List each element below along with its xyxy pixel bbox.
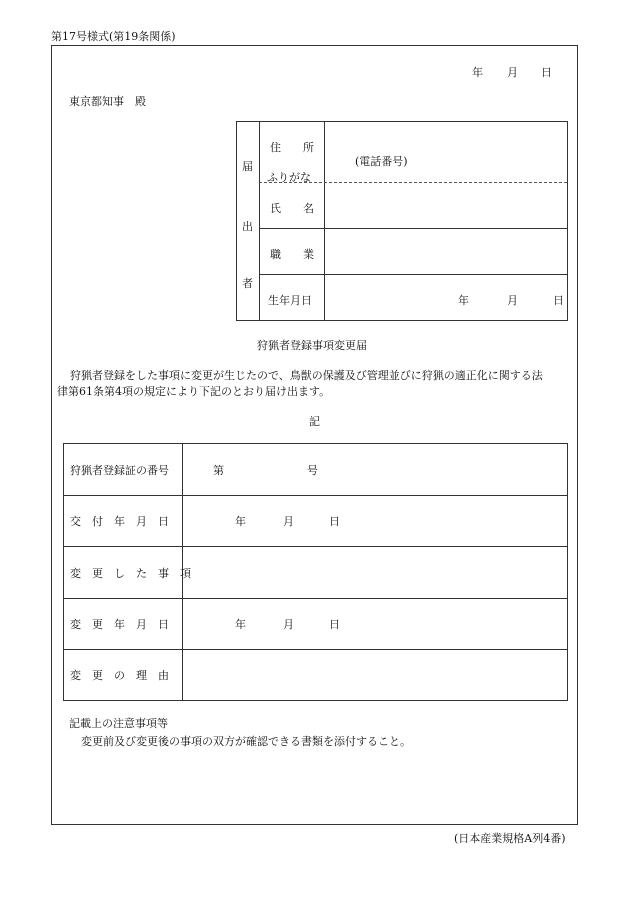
change-reason-label: 変 更 の 理 由 — [70, 669, 169, 682]
applicant-side-char-2: 出 — [242, 220, 253, 233]
form-title: 狩猟者登録事項変更届 — [257, 339, 367, 352]
registration-dai: 第 — [213, 464, 224, 477]
issue-date-label: 交 付 年 月 日 — [70, 515, 169, 528]
issue-month: 月 — [283, 515, 294, 528]
birth-year: 年 — [458, 294, 469, 307]
issue-day: 日 — [329, 515, 340, 528]
registration-number-label: 狩猟者登録証の番号 — [70, 464, 169, 477]
address-label: 住 所 — [270, 141, 314, 154]
date-year: 年 — [472, 66, 483, 79]
notes-heading: 記載上の注意事項等 — [69, 717, 168, 730]
birth-day: 日 — [553, 294, 564, 307]
registration-go: 号 — [307, 464, 318, 477]
date-day: 日 — [541, 66, 552, 79]
occupation-label: 職 業 — [270, 248, 314, 261]
paper-size-footer: (日本産業規格A列4番) — [454, 832, 566, 845]
date-month: 月 — [507, 66, 518, 79]
change-day: 日 — [329, 618, 340, 631]
change-date-label: 変 更 年 月 日 — [70, 618, 169, 631]
body-text-line-2: 律第61条第4項の規定により下記のとおり届け出ます。 — [57, 385, 331, 398]
change-year: 年 — [235, 618, 246, 631]
applicant-side-char-3: 者 — [242, 277, 253, 290]
birth-month: 月 — [507, 294, 518, 307]
ki-marker: 記 — [309, 415, 320, 428]
change-month: 月 — [283, 618, 294, 631]
notes-line-1: 変更前及び変更後の事項の双方が確認できる書類を添付すること。 — [81, 735, 411, 748]
applicant-side-char-1: 届 — [242, 160, 253, 173]
issue-year: 年 — [235, 515, 246, 528]
changed-item-label: 変 更 し た 事 項 — [70, 567, 191, 580]
birth-label: 生年月日 — [268, 294, 312, 307]
addressee: 東京都知事 殿 — [69, 95, 146, 108]
body-text-line-1: 狩猟者登録をした事項に変更が生じたので、鳥獣の保護及び管理並びに狩猟の適正化に関する法 — [70, 369, 543, 382]
form-number: 第17号様式(第19条関係) — [51, 30, 176, 43]
name-label: 氏 名 — [270, 202, 314, 215]
record-table — [63, 443, 568, 701]
applicant-table — [236, 121, 568, 321]
phone-label: (電話番号) — [355, 155, 408, 168]
furigana-label: ふりがな — [267, 171, 311, 184]
